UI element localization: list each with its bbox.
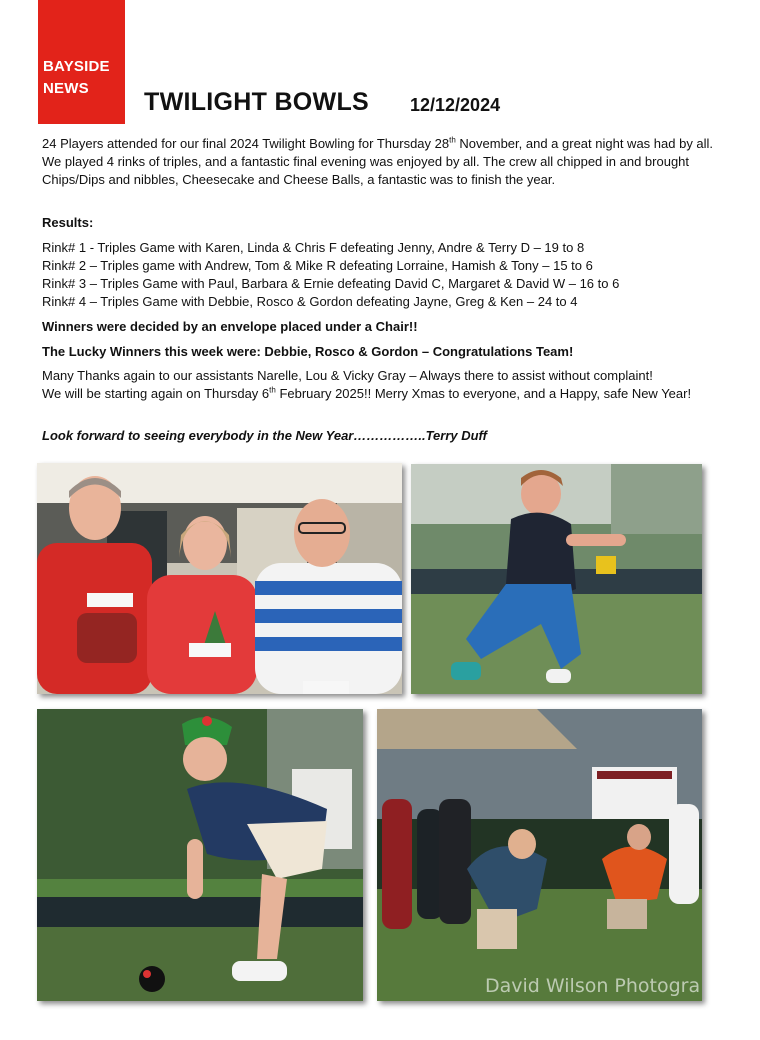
- rinks-list: [42, 239, 732, 311]
- intro-sup: th: [449, 135, 456, 145]
- article-title: TWILIGHT BOWLS: [144, 88, 369, 116]
- brand-line1: BAYSIDE: [43, 58, 110, 75]
- bayside-news-logo: [38, 0, 125, 124]
- rink-result-1: Rink# 1 - Triples Game with Karen, Linda & Chris F defeating Jenny, Andre & Terry D – 19 to 8: [42, 240, 585, 255]
- photo-group-bowlers: [377, 709, 702, 1001]
- photo-watermark: David Wilson Photogra: [485, 975, 701, 997]
- photo-winners: [37, 463, 402, 694]
- results-heading: Results:: [42, 215, 94, 230]
- winners-decided-text: Winners were decided by an envelope placed under a Chair!!: [42, 319, 418, 334]
- article-date: 12/12/2024: [410, 95, 501, 115]
- lucky-winners: [42, 343, 732, 361]
- photo-winners-image: [37, 463, 402, 694]
- photo-group-bowlers-image: [377, 709, 702, 1001]
- thanks-part2b: February 2025!! Merry Xmas to everyone, and a Happy, safe New Year!: [275, 386, 692, 401]
- photo-bowler-woman: [411, 464, 702, 694]
- rink-result-3: Rink# 3 – Triples Game with Paul, Barbara & Ernie defeating David C, Margaret & David W – 16 to 6: [42, 276, 620, 291]
- thanks-sup: th: [269, 385, 276, 395]
- photo-bowler-woman-image: [411, 464, 702, 694]
- intro-part2: November, and a great night was had by all. We played 4 rinks of triples, and a fantastic final evening was enjoyed by all. The crew all chipped in and brought Chips/Dips and nibbles, Cheesecake and Cheese Balls, a fantastic was to finish the year.: [42, 136, 714, 187]
- winners-decided: [42, 318, 732, 336]
- thanks-paragraph: [42, 367, 732, 403]
- intro-paragraph: [42, 135, 732, 189]
- results-section: [42, 214, 732, 232]
- lucky-winners-text: The Lucky Winners this week were: Debbie, Rosco & Gordon – Congratulations Team!: [42, 344, 574, 359]
- rink-result-4: Rink# 4 – Triples Game with Debbie, Rosco & Gordon defeating Jayne, Greg & Ken – 24 to 4: [42, 294, 578, 309]
- rink-result-2: Rink# 2 – Triples game with Andrew, Tom & Mike R defeating Lorraine, Hamish & Tony – 15 to 6: [42, 258, 593, 273]
- brand-line2: NEWS: [43, 80, 89, 97]
- photo-bowler-man-image: [37, 709, 363, 1001]
- intro-part1: 24 Players attended for our final 2024 Twilight Bowling for Thursday 28: [42, 136, 450, 151]
- thanks-line1: Many Thanks again to our assistants Narelle, Lou & Vicky Gray – Always there to assist without complaint!: [42, 368, 653, 383]
- photo-bowler-man: [37, 709, 363, 1001]
- brand-text: [43, 56, 110, 100]
- thanks-part2a: We will be starting again on Thursday 6: [42, 386, 270, 401]
- signoff: Look forward to seeing everybody in the New Year……………..Terry Duff: [42, 428, 487, 443]
